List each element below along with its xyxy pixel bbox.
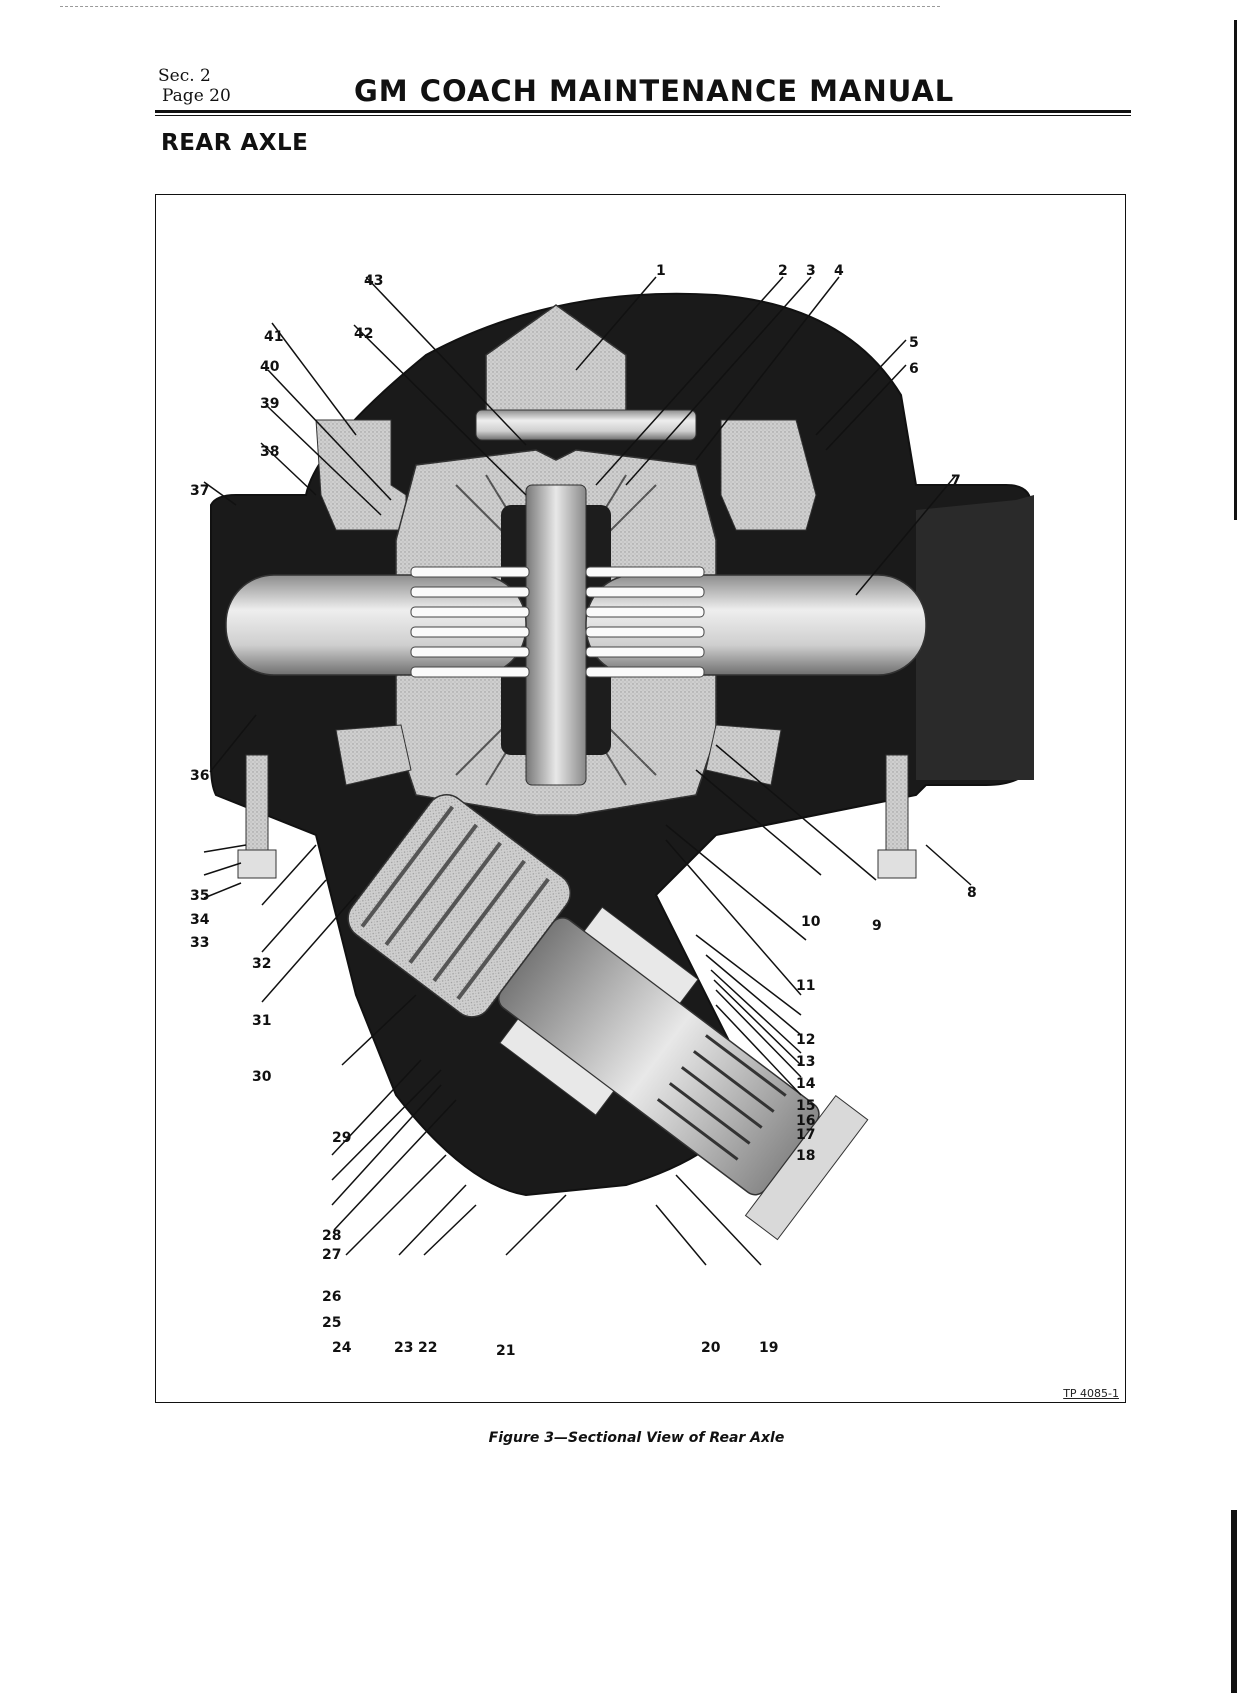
callout-label: 8: [967, 885, 977, 901]
callout-label: 32: [252, 956, 272, 972]
callout-label: 14: [796, 1076, 816, 1092]
callout-label: 19: [759, 1340, 779, 1356]
callout-label: 6: [909, 361, 919, 377]
callout-label: 5: [909, 335, 919, 351]
figure-code: TP 4085-1: [1063, 1387, 1119, 1400]
callout-label: 10: [801, 914, 821, 930]
figure-caption-text: Figure 3—Sectional View of Rear Axle: [488, 1430, 785, 1446]
callout-label: 21: [496, 1343, 516, 1359]
callout-label: 15: [796, 1098, 816, 1114]
differential-pin: [476, 410, 696, 440]
callout-label: 36: [190, 768, 210, 784]
callout-label: 37: [190, 483, 210, 499]
callout-label: 40: [260, 359, 280, 375]
callout-label: 7: [951, 473, 961, 489]
rear-axle-sectional-illustration: [156, 195, 1124, 1401]
callout-label: 42: [354, 326, 374, 342]
flange-bolt-left: [246, 755, 268, 865]
figure-caption: [0, 1430, 1237, 1446]
page-number: Page 20: [162, 86, 231, 106]
callout-label: 33: [190, 935, 210, 951]
header-rule: [155, 110, 1131, 113]
axle-tube-right: [916, 495, 1034, 780]
callout-label: 41: [264, 329, 284, 345]
callout-label: 43: [364, 273, 384, 289]
callout-label: 3: [806, 263, 816, 279]
scan-edge-line: [60, 6, 940, 7]
callout-label: 25: [322, 1315, 342, 1331]
callout-label: 38: [260, 444, 280, 460]
callout-label: 1: [656, 263, 666, 279]
callout-label: 23: [394, 1340, 414, 1356]
callout-label: 22: [418, 1340, 438, 1356]
callout-label: 12: [796, 1032, 816, 1048]
callout-label: 16: [796, 1113, 816, 1129]
scan-edge-mark: [1231, 1510, 1237, 1693]
callout-label: 28: [322, 1228, 342, 1244]
callout-label: 17: [796, 1127, 816, 1143]
nut-left: [238, 850, 276, 878]
callout-label: 2: [778, 263, 788, 279]
callout-label: 30: [252, 1069, 272, 1085]
section-number: Sec. 2: [158, 66, 211, 86]
callout-label: 24: [332, 1340, 352, 1356]
callout-label: 11: [796, 978, 816, 994]
nut-right: [878, 850, 916, 878]
callout-label: 35: [190, 888, 210, 904]
section-page-block: [158, 66, 231, 106]
callout-label: 4: [834, 263, 844, 279]
flange-bolt-right: [886, 755, 908, 865]
callout-label: 20: [701, 1340, 721, 1356]
spider-pin: [526, 485, 586, 785]
callout-label: 31: [252, 1013, 272, 1029]
callout-label: 13: [796, 1054, 816, 1070]
header-rule-thin: [155, 115, 1131, 116]
section-heading: REAR AXLE: [161, 130, 309, 156]
callout-label: 34: [190, 912, 210, 928]
manual-title: GM COACH MAINTENANCE MANUAL: [354, 74, 955, 108]
callout-label: 9: [872, 918, 882, 934]
callout-label: 39: [260, 396, 280, 412]
callout-label: 27: [322, 1247, 342, 1263]
figure-frame: [155, 194, 1126, 1403]
callout-label: 18: [796, 1148, 816, 1164]
callout-label: 26: [322, 1289, 342, 1305]
callout-label: 29: [332, 1130, 352, 1146]
